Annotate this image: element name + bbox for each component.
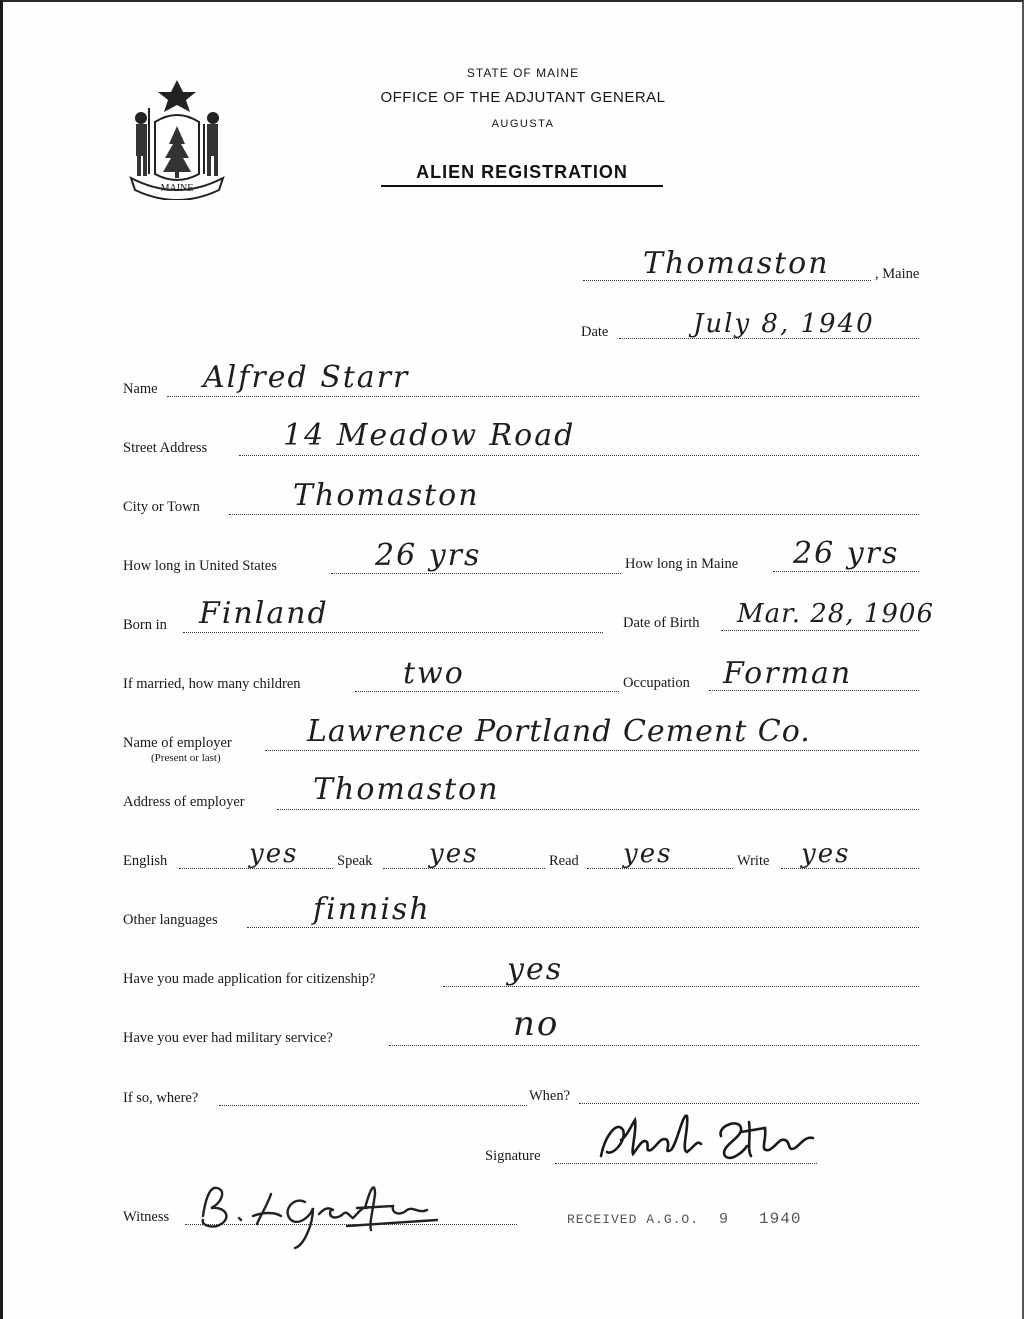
- read-value: yes: [623, 839, 673, 869]
- occupation-value: Forman: [723, 656, 853, 691]
- dob-label: Date of Birth: [623, 615, 700, 631]
- location-suffix: , Maine: [875, 266, 920, 282]
- witness-signature-image: [187, 1166, 457, 1256]
- occupation-label: Occupation: [623, 675, 690, 691]
- form-title: ALIEN REGISTRATION: [381, 162, 663, 187]
- citizenship-value: yes: [507, 952, 564, 987]
- english-value: yes: [249, 839, 299, 869]
- employer-address-label: Address of employer: [123, 794, 245, 810]
- street-value: 14 Meadow Road: [283, 418, 576, 453]
- where-line: [219, 1105, 527, 1106]
- employer-address-value: Thomaston: [313, 772, 500, 807]
- stamp-day: 9: [719, 1211, 730, 1228]
- date-value: July 8, 1940: [693, 309, 875, 339]
- how-long-maine-value: 26 yrs: [793, 536, 900, 571]
- how-long-maine-label: How long in Maine: [625, 556, 739, 572]
- name-value: Alfred Starr: [203, 360, 410, 395]
- employer-line: [265, 750, 919, 751]
- when-label: When?: [529, 1088, 571, 1104]
- other-languages-value: finnish: [313, 892, 431, 927]
- name-line: [167, 396, 919, 397]
- citizenship-label: Have you made application for citizenship?: [123, 971, 376, 987]
- witness-label: Witness: [123, 1209, 170, 1225]
- speak-value: yes: [429, 839, 479, 869]
- military-line: [389, 1045, 919, 1046]
- city-value: Thomaston: [293, 478, 480, 513]
- street-line: [239, 455, 919, 456]
- children-label: If married, how many children: [123, 676, 301, 692]
- signature-label: Signature: [485, 1148, 541, 1164]
- signature-image: [591, 1106, 827, 1172]
- employer-label: Name of employer: [123, 735, 232, 751]
- name-label: Name: [123, 381, 158, 397]
- city-label: City or Town: [123, 499, 200, 515]
- english-label: English: [123, 853, 168, 869]
- born-in-value: Finland: [199, 596, 329, 631]
- employer-sublabel: (Present or last): [151, 752, 221, 764]
- maine-seal-icon: [125, 78, 229, 200]
- stamp-text: RECEIVED A.G.O.: [567, 1212, 700, 1227]
- header-office: OFFICE OF THE ADJUTANT GENERAL: [380, 89, 666, 106]
- seal-text: MAINE: [160, 183, 194, 194]
- read-label: Read: [549, 853, 579, 869]
- where-label: If so, where?: [123, 1090, 199, 1106]
- how-long-us-line: [331, 573, 621, 574]
- location-value: Thomaston: [643, 246, 830, 281]
- children-line: [355, 691, 619, 692]
- other-languages-line: [247, 927, 919, 928]
- other-languages-label: Other languages: [123, 912, 218, 928]
- children-value: two: [403, 656, 465, 691]
- employer-address-line: [277, 809, 919, 810]
- speak-label: Speak: [337, 853, 373, 869]
- how-long-us-label: How long in United States: [123, 558, 277, 574]
- city-line: [229, 514, 919, 515]
- header-city: AUGUSTA: [491, 118, 555, 130]
- date-label: Date: [581, 324, 609, 340]
- military-label: Have you ever had military service?: [123, 1030, 333, 1046]
- employer-value: Lawrence Portland Cement Co.: [307, 714, 811, 749]
- military-value: no: [513, 1004, 560, 1044]
- how-long-us-value: 26 yrs: [375, 538, 482, 573]
- stamp-year: 1940: [759, 1210, 802, 1228]
- how-long-maine-line: [773, 571, 919, 572]
- born-in-line: [183, 632, 603, 633]
- born-in-label: Born in: [123, 617, 167, 633]
- header-state: STATE OF MAINE: [466, 66, 580, 80]
- street-label: Street Address: [123, 440, 208, 456]
- dob-value: Mar. 28, 1906: [737, 599, 935, 629]
- received-stamp: [567, 1210, 801, 1228]
- write-label: Write: [737, 853, 770, 869]
- write-value: yes: [801, 839, 851, 869]
- dob-line: [721, 630, 919, 631]
- when-line: [579, 1103, 919, 1104]
